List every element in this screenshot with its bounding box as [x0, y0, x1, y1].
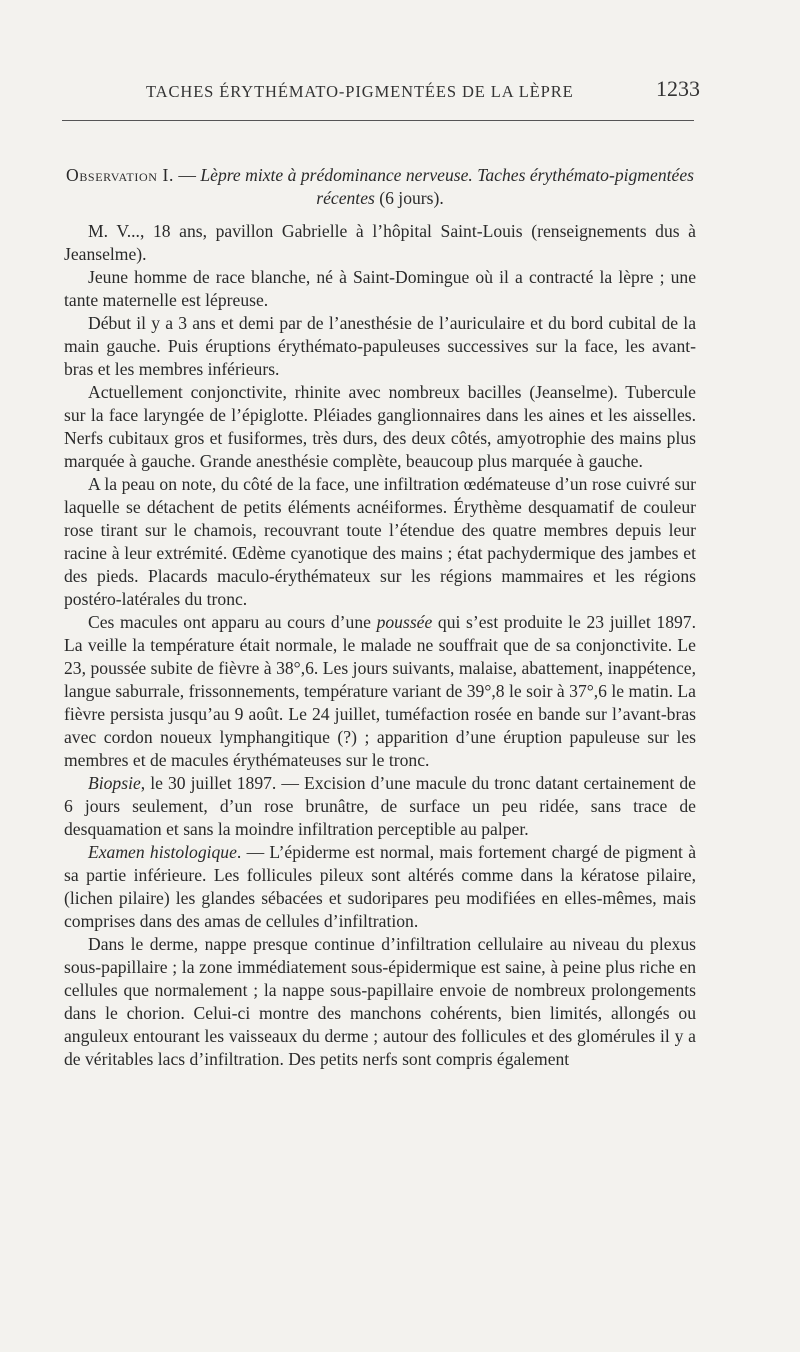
paragraph-skin: A la peau on note, du côté de la face, une infiltration œdémateuse d’un rose cuivré sur laquelle se détachent de petits éléments acnéiformes. Érythème desquamatif de couleur rose tirant sur le chamois, recouvrant toute l’étendue des quatre membres depuis leur racine à leur extrémité. Œdème cyanotique des mains ; état pachydermique des jambes et des pieds. Placards maculo-érythémateux sur les régions mammaires et les régions postéro-latérales du tronc. [64, 474, 696, 609]
observation-title-italic: Lèpre mixte à prédominance nerveuse. Taches érythémato-pigmentées récentes [200, 165, 694, 208]
running-title: TACHES ÉRYTHÉMATO-PIGMENTÉES DE LA LÈPRE [146, 82, 574, 101]
paragraph-patient: M. V..., 18 ans, pavillon Gabrielle à l’hôpital Saint-Louis (renseignements dus à Jeanselme). [64, 221, 696, 264]
histology-text: . — L’épiderme est normal, mais fortement chargé de pigment à sa partie inférieure. Les follicules pileux sont altérés comme dans la kératose pilaire, (lichen pilaire) les glandes sébacées et sudoripares peu modifiées en elles-mêmes, mais comprises dans des amas de cellules d’infiltration. [64, 842, 696, 931]
paragraph-histology [64, 841, 696, 933]
observation-label: Observation I. [66, 165, 174, 185]
histology-heading: Examen histologique [88, 842, 237, 862]
observation-dash: — [173, 165, 201, 185]
macules-text-b: qui s’est produite le 23 juillet 1897. La veille la température était normale, le malade ne souffrait que de sa conjonctivite. Le 23, poussée subite de fièvre à 38°,6. Les jours suivants, malaise, abattement, inappétence, langue saburrale, frissonnements, température variant de 39°,8 le soir à 37°,6 le matin. La fièvre persista jusqu’au 9 août. Le 24 juillet, tuméfaction rosée en bande sur l’avant-bras avec cordon noueux lymphangitique (?) ; apparition d’une éruption papuleuse sur les membres et de macules érythémateuses sur le tronc. [64, 612, 696, 770]
paragraph-onset: Début il y a 3 ans et demi par de l’anesthésie de l’auriculaire et du bord cubital de la main gauche. Puis éruptions érythémato-papuleuses successives sur la face, les avant-bras et les membres inférieurs. [64, 313, 696, 379]
paragraph-current-state: Actuellement conjonctivite, rhinite avec nombreux bacilles (Jeanselme). Tubercule sur la face laryngée de l’épiglotte. Pléiades ganglionnaires dans les aines et les aisselles. Nerfs cubitaux gros et fusiformes, très durs, des deux côtés, amyotrophie des mains plus marquée à gauche. Grande anesthésie complète, beaucoup plus marquée à gauche. [64, 382, 696, 471]
observation-title-tail: (6 jours). [374, 188, 444, 208]
paragraph-origin: Jeune homme de race blanche, né à Saint-Domingue où il a contracté la lèpre ; une tante maternelle est lépreuse. [64, 267, 696, 310]
paragraph-macules [64, 611, 696, 772]
macules-text-a: Ces macules ont apparu au cours d’une [88, 612, 377, 632]
body-text [64, 164, 696, 1071]
macules-italic: poussée [376, 612, 433, 632]
header-rule [62, 120, 694, 121]
paragraph-dermis: Dans le derme, nappe presque continue d’infiltration cellulaire au niveau du plexus sous-papillaire ; la zone immédiatement sous-épidermique est saine, à peine plus riche en cellules que normalement ; la nappe sous-papillaire envoie de nombreux prolongements dans le chorion. Celui-ci montre des manchons cohérents, bien limités, allongés ou anguleux entourant les vaisseaux du derme ; autour des follicules et des glomérules il y a de véritables lacs d’infiltration. Des petits nerfs sont compris également [64, 934, 696, 1069]
page-number: 1233 [656, 76, 700, 101]
page-header [64, 76, 700, 106]
paragraph-biopsy [64, 772, 696, 841]
biopsy-heading: Biopsie [88, 773, 141, 793]
observation-title [64, 164, 696, 210]
biopsy-text: , le 30 juillet 1897. — Excision d’une macule du tronc datant certainement de 6 jours seulement, d’un rose brunâtre, de surface un peu ridée, sans trace de desquamation et sans la moindre infiltration perceptible au palper. [64, 773, 696, 839]
